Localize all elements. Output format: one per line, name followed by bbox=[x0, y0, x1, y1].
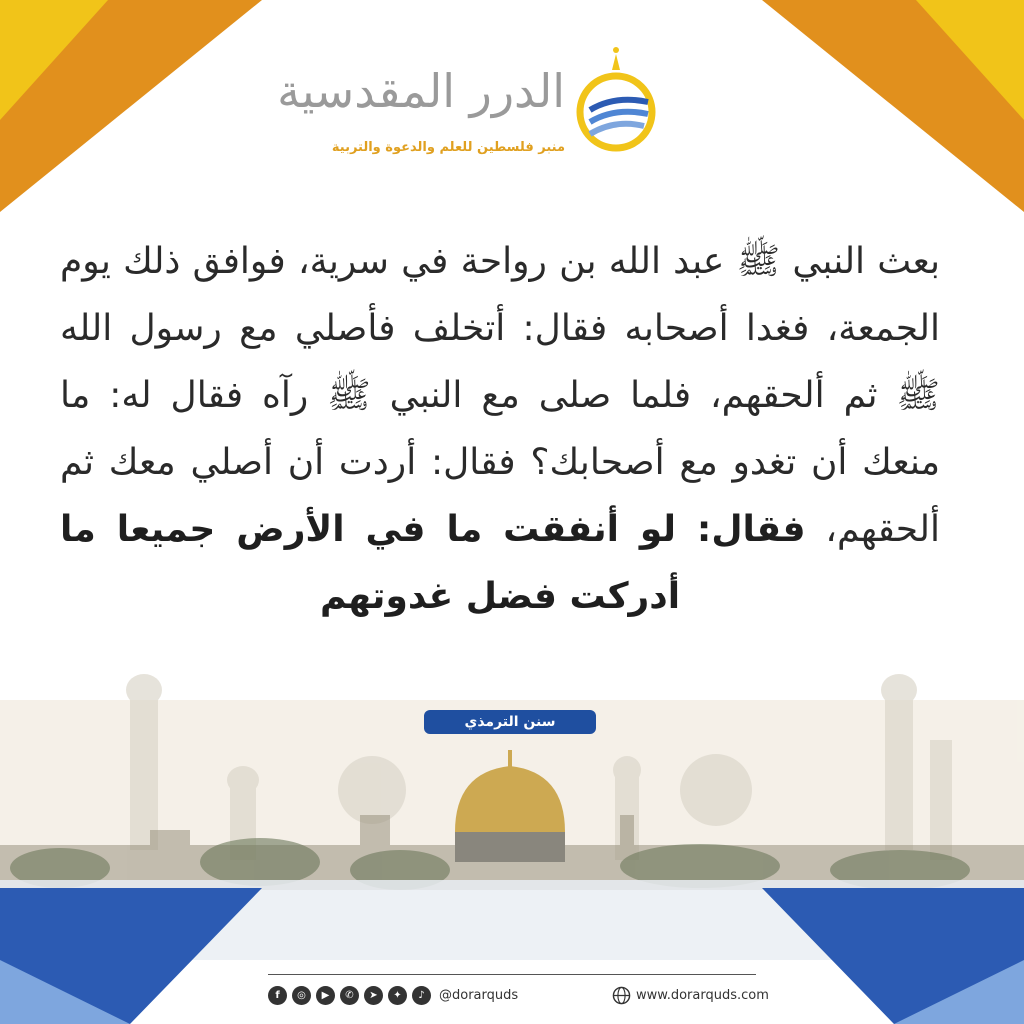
telegram-icon[interactable]: ➤ bbox=[364, 986, 383, 1005]
facebook-icon[interactable]: f bbox=[268, 986, 287, 1005]
hadith-bold-text: فقال: لو أنفقت ما في الأرض جميعا ما أدركت فضل غدوتهم bbox=[60, 509, 806, 617]
footer-divider bbox=[268, 974, 756, 975]
website-url[interactable]: www.dorarquds.com bbox=[636, 988, 769, 1003]
source-badge: سنن الترمذي bbox=[424, 710, 596, 734]
social-handle[interactable]: @dorarquds bbox=[439, 988, 519, 1003]
globe-icon bbox=[612, 986, 631, 1005]
twitter-icon[interactable]: ✦ bbox=[388, 986, 407, 1005]
brand-logo bbox=[277, 40, 660, 170]
brand-emblem-icon bbox=[570, 40, 660, 170]
whatsapp-icon[interactable]: ✆ bbox=[340, 986, 359, 1005]
hadith-text bbox=[60, 228, 940, 630]
tiktok-icon[interactable]: ♪ bbox=[412, 986, 431, 1005]
instagram-icon[interactable]: ◎ bbox=[292, 986, 311, 1005]
hadith-normal-text: بعث النبي ﷺ عبد الله بن رواحة في سرية، فوافق ذلك يوم الجمعة، فغدا أصحابه فقال: أتخلف فأصلي مع رسول الله ﷺ ثم ألحقهم، فلما صلى مع النبي ﷺ رآه فقال له: ما منعك أن تغدو مع أصحابك؟ فقال: أردت أن أصلي معك ثم ألحقهم، bbox=[60, 241, 940, 550]
social-links bbox=[268, 986, 518, 1005]
brand-name: الدرر المقدسية bbox=[277, 64, 565, 118]
brand-tagline: منبر فلسطين للعلم والدعوة والتربية bbox=[331, 140, 565, 155]
website-link[interactable] bbox=[612, 986, 769, 1005]
youtube-icon[interactable]: ▶ bbox=[316, 986, 335, 1005]
